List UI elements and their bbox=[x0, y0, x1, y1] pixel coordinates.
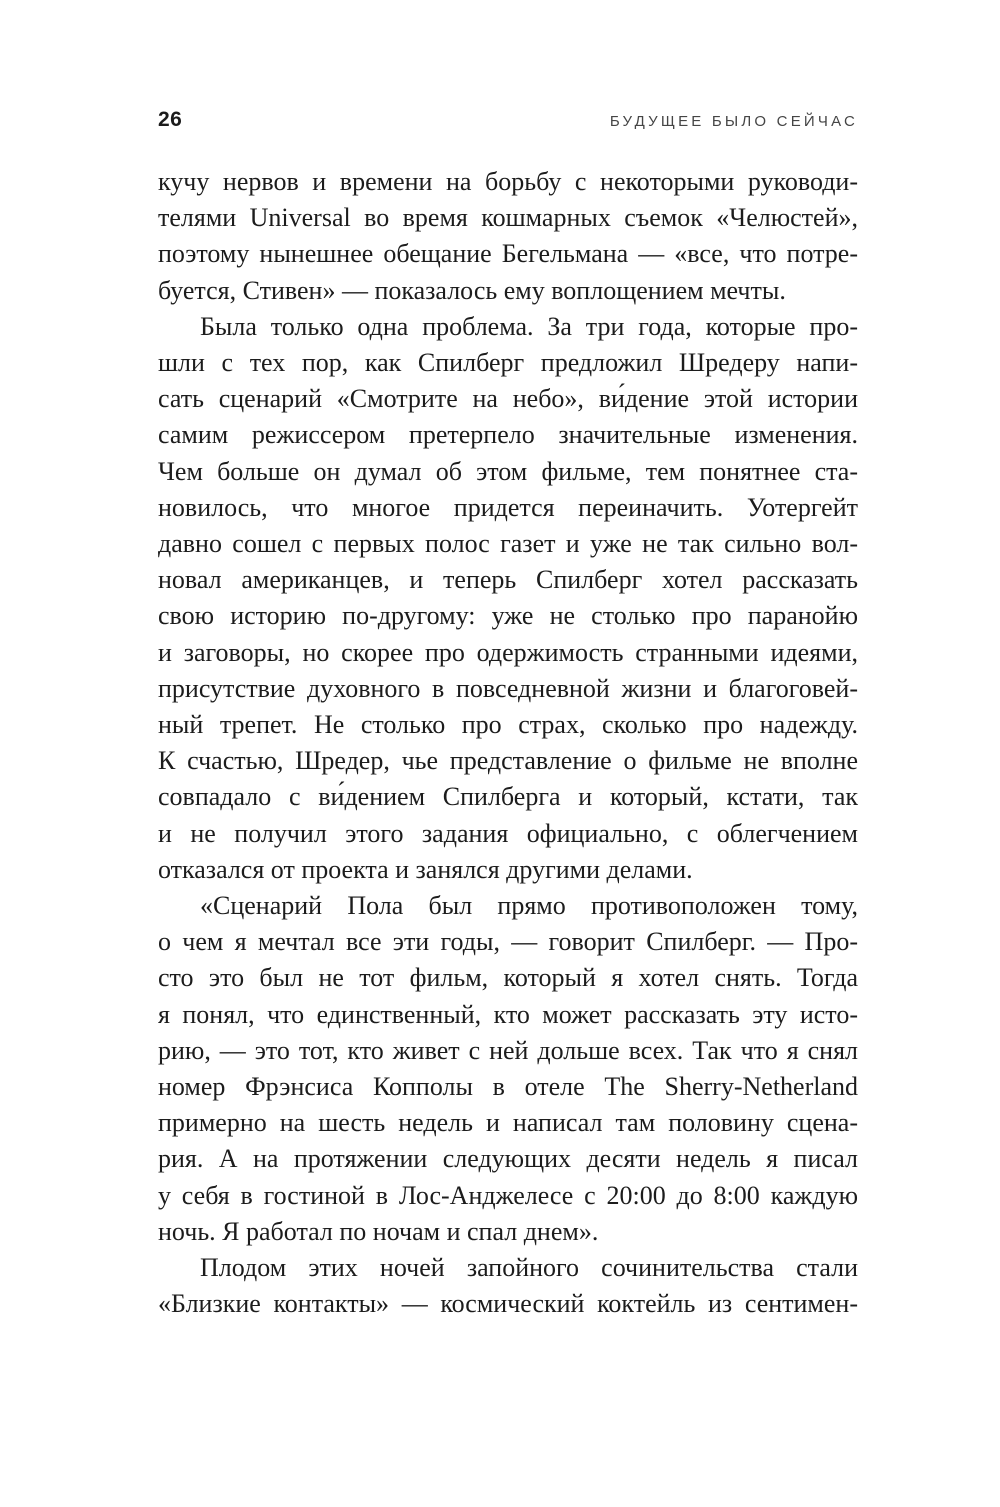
text-line: телями Universal во время кошмарных съемок «Челюстей», bbox=[158, 203, 858, 233]
running-title: БУДУЩЕЕ БЫЛО СЕЙЧАС bbox=[609, 113, 858, 130]
text-line: ночь. Я работал по ночам и спал днем». bbox=[158, 1216, 599, 1246]
text-line: новилось, что многое придется переиначить. Уотергейт bbox=[158, 492, 858, 522]
text-line: примерно на шесть недель и написал там половину сцена- bbox=[158, 1108, 858, 1138]
text-line: К счастью, Шредер, чье представление о фильме не вполне bbox=[158, 746, 858, 776]
page-number: 26 bbox=[158, 108, 183, 131]
text-line: Чем больше он думал об этом фильме, тем понятнее ста- bbox=[158, 456, 858, 486]
text-line: самим режиссером претерпело значительные изменения. bbox=[158, 420, 858, 450]
text-line: присутствие духовного в повседневной жизни и благоговей- bbox=[158, 673, 858, 703]
text-line: ный трепет. Не столько про страх, сколько про надежду. bbox=[158, 710, 858, 740]
paragraph bbox=[158, 309, 858, 888]
text-line: давно сошел с первых полос газет и уже не так сильно вол- bbox=[158, 529, 858, 559]
text-line: буется, Стивен» — показалось ему воплощением мечты. bbox=[158, 275, 786, 305]
text-line: новал американцев, и теперь Спилберг хотел рассказать bbox=[158, 565, 858, 595]
page-header bbox=[158, 108, 858, 132]
text-line: свою историю по-другому: уже не столько про паранойю bbox=[158, 601, 858, 631]
paragraph bbox=[158, 1250, 858, 1322]
text-line: «Близкие контакты» — космический коктейль из сентимен- bbox=[158, 1289, 858, 1319]
text-line: и заговоры, но скорее про одержимость странными идеями, bbox=[158, 637, 858, 667]
text-line: совпадало с ви́дением Спилберга и который, кстати, так bbox=[158, 782, 858, 812]
body-text bbox=[158, 164, 858, 1323]
text-line: номер Фрэнсиса Копполы в отеле The Sherry-Netherland bbox=[158, 1072, 858, 1102]
paragraph bbox=[158, 164, 858, 309]
text-line: «Сценарий Пола был прямо противоположен тому, bbox=[200, 891, 858, 921]
text-line: сто это был не тот фильм, который я хотел снять. Тогда bbox=[158, 963, 858, 993]
text-line: поэтому нынешнее обещание Бегельмана — «все, что потре- bbox=[158, 239, 858, 269]
text-line: рия. А на протяжении следующих десяти недель я писал bbox=[158, 1144, 858, 1174]
text-line: у себя в гостиной в Лос-Анджелесе с 20:00 до 8:00 каждую bbox=[158, 1180, 858, 1210]
text-line: я понял, что единственный, кто может рассказать эту исто- bbox=[158, 999, 858, 1029]
text-line: и не получил этого задания официально, с облегчением bbox=[158, 818, 858, 848]
text-line: отказался от проекта и занялся другими делами. bbox=[158, 854, 693, 884]
text-line: о чем я мечтал все эти годы, — говорит Спилберг. — Про- bbox=[158, 927, 858, 957]
text-line: Была только одна проблема. За три года, которые про- bbox=[200, 311, 858, 341]
text-line: кучу нервов и времени на борьбу с некоторыми руководи- bbox=[158, 167, 858, 196]
text-line: Плодом этих ночей запойного сочинительства стали bbox=[200, 1253, 858, 1283]
paragraph bbox=[158, 888, 858, 1250]
text-line: рию, — это тот, кто живет с ней дольше всех. Так что я снял bbox=[158, 1035, 858, 1065]
text-line: шли с тех пор, как Спилберг предложил Шредеру напи- bbox=[158, 348, 858, 378]
text-line: сать сценарий «Смотрите на небо», ви́дение этой истории bbox=[158, 384, 858, 414]
